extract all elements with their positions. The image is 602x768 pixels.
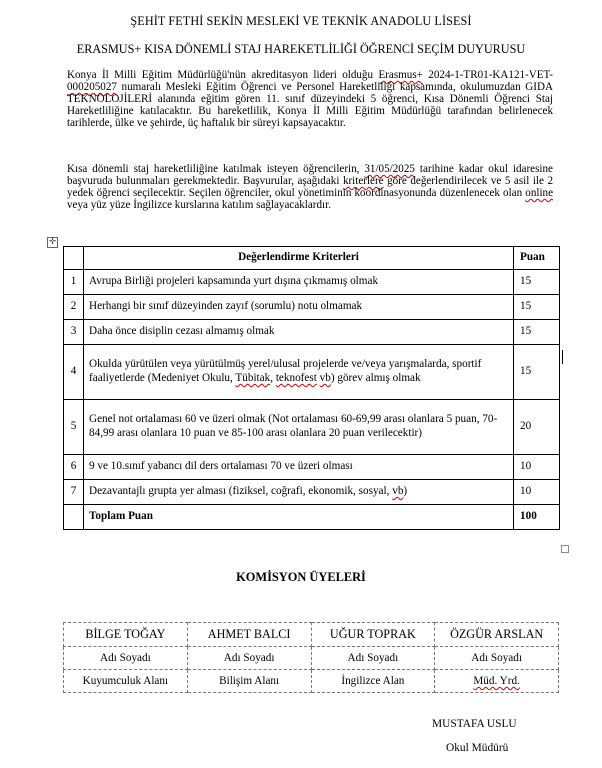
member-role: Adı Soyadı — [435, 647, 559, 670]
spellcheck-word[interactable]: online — [525, 186, 553, 199]
resize-square-icon[interactable] — [561, 545, 569, 553]
spellcheck-word[interactable]: kriterlere — [342, 174, 384, 187]
criteria-text: 9 ve 10.sınıf yabancı dil ders ortalaması 70 ve üzeri olması — [84, 455, 514, 480]
text-run: , — [270, 372, 276, 384]
criteria-text: Genel not ortalaması 60 ve üzeri olmak (Not ortalaması 60-69,99 arası olanlara 5 puan, 70-84,99 arası olanlara 10 puan ve 85-100 arası olanlara 20 puan verilecektir) — [84, 400, 514, 455]
spellcheck-word[interactable]: Tübitak — [235, 372, 271, 384]
table-header-cell — [64, 247, 84, 270]
spellcheck-word[interactable]: Müd. Yrd. — [473, 675, 520, 687]
text-run: ) görev almış olmak — [330, 372, 421, 384]
spellcheck-word[interactable]: 000205027 — [67, 80, 117, 93]
intro-paragraph[interactable] — [67, 70, 553, 130]
text-run: göre değerlendirilecek ve 5 asil ile 2 yedek öğrenci seçilecektir. Seçilen öğrenciler, okul yönetiminin koordinasyonunda düzenlenecek olan — [67, 174, 553, 199]
row-number: 4 — [64, 345, 84, 400]
text-run: ) — [403, 485, 408, 498]
criteria-text — [84, 345, 514, 400]
table-row — [64, 295, 560, 320]
application-paragraph[interactable] — [67, 164, 553, 212]
committee-depts-row — [64, 670, 559, 693]
row-number: 6 — [64, 455, 84, 480]
total-points: 100 — [514, 505, 560, 530]
row-number: 2 — [64, 295, 84, 320]
committee-table[interactable] — [63, 622, 559, 693]
member-dept — [435, 670, 559, 693]
spellcheck-word[interactable]: 31/05/2025 — [364, 163, 415, 175]
table-row — [64, 345, 560, 400]
member-name: AHMET BALCI — [187, 623, 311, 647]
member-name: UĞUR TOPRAK — [311, 623, 435, 647]
member-role: Adı Soyadı — [311, 647, 435, 670]
text-run: Konya İl Milli Eğitim Müdürlüğü'nün akreditasyon lideri olduğu — [67, 69, 379, 81]
total-label: Toplam Puan — [84, 505, 514, 530]
total-empty-cell — [64, 505, 84, 530]
table-header-row — [64, 247, 560, 270]
row-points: 10 — [514, 455, 560, 480]
row-number: 3 — [64, 320, 84, 345]
text-run: 2024-1-TR01-KA121-VET- — [422, 69, 553, 81]
text-cursor — [562, 350, 563, 364]
criteria-text: Herhangi bir sınıf düzeyinden zayıf (sorumlu) notu olmamak — [84, 295, 514, 320]
criteria-text — [84, 480, 514, 505]
table-row — [64, 270, 560, 295]
total-row — [64, 505, 560, 530]
criteria-header: Değerlendirme Kriterleri — [84, 247, 514, 270]
spellcheck-word[interactable]: teknofest — [275, 372, 317, 384]
row-points: 15 — [514, 295, 560, 320]
criteria-text: Avrupa Birliği projeleri kapsamında yurt dışına çıkmamış olmak — [84, 270, 514, 295]
points-header: Puan — [514, 247, 560, 270]
text-run: numaralı Mesleki Eğitim Öğrenci ve Personel Hareketliliği kapsamında, okulumuzdan GIDA TEKNOLOJİLERİ alanında eğitim gören 11. sınıf düzeyindeki 5 öğrenci, Kısa Dönemli Öğrenci Staj Hareketliliğine katılacaktır. Bu hareketlilik, Konya İl Milli Eğitim Müdürlüğü tarafından belirlenecek tarihlerde, ülke ve şehirde, üç haftalık bir süreyi kapsayacaktır. — [67, 80, 553, 129]
spellcheck-word[interactable]: vb — [392, 485, 404, 498]
text-run: Kısa dönemli staj hareketliliğine katılmak isteyen öğrencilerin, — [67, 163, 365, 175]
table-row — [64, 480, 560, 505]
announcement-title: ERASMUS+ KISA DÖNEMLİ STAJ HAREKETLİLİĞİ ÖĞRENCİ SEÇİM DUYURUSU — [76, 42, 526, 56]
row-points: 15 — [514, 320, 560, 345]
text-run: tarihine kadar okul idaresine başvuruda bulunmaları gerekmektedir. Başvurular, aşağıdaki — [67, 163, 553, 187]
row-number: 7 — [64, 480, 84, 505]
member-role: Adı Soyadı — [64, 647, 188, 670]
table-row — [64, 455, 560, 480]
row-points: 15 — [514, 270, 560, 295]
table-row — [64, 320, 560, 345]
spellcheck-word[interactable]: Erasmus+ — [378, 69, 423, 81]
row-number: 1 — [64, 270, 84, 295]
move-cross-icon[interactable]: ✛ — [48, 237, 57, 247]
principal-name: MUSTAFA USLU — [432, 718, 517, 730]
spellcheck-word[interactable]: vb — [319, 372, 331, 384]
member-name: BİLGE TOĞAY — [64, 623, 188, 647]
table-row — [64, 400, 560, 455]
member-role: Adı Soyadı — [187, 647, 311, 670]
row-points: 20 — [514, 400, 560, 455]
school-title: ŞEHİT FETHİ SEKİN MESLEKİ VE TEKNİK ANADOLU LİSESİ — [130, 14, 472, 28]
text-run: Dezavantajlı grupta yer alması (fiziksel, coğrafi, ekonomik, sosyal, — [89, 485, 393, 498]
committee-names-row — [64, 623, 559, 647]
member-name: ÖZGÜR ARSLAN — [435, 623, 559, 647]
committee-title: KOMİSYON ÜYELERİ — [236, 570, 366, 584]
row-points: 15 — [514, 345, 560, 400]
row-number: 5 — [64, 400, 84, 455]
text-run: veya yüz yüze İngilizce kurslarına katılım sağlayacaklardır. — [67, 198, 331, 211]
member-dept: Kuyumculuk Alanı — [64, 670, 188, 693]
criteria-text: Daha önce disiplin cezası almamış olmak — [84, 320, 514, 345]
committee-roles-row — [64, 647, 559, 670]
principal-title: Okul Müdürü — [446, 742, 509, 754]
text-run: Okulda yürütülen veya yürütülmüş yerel/ulusal projelerde ve/veya yarışmalarda, sportif faaliyetlerde (Medeniyet Okulu, — [89, 358, 482, 384]
member-dept: İngilizce Alan — [311, 670, 435, 693]
member-dept: Bilişim Alanı — [187, 670, 311, 693]
row-points: 10 — [514, 480, 560, 505]
criteria-table[interactable] — [63, 246, 560, 530]
